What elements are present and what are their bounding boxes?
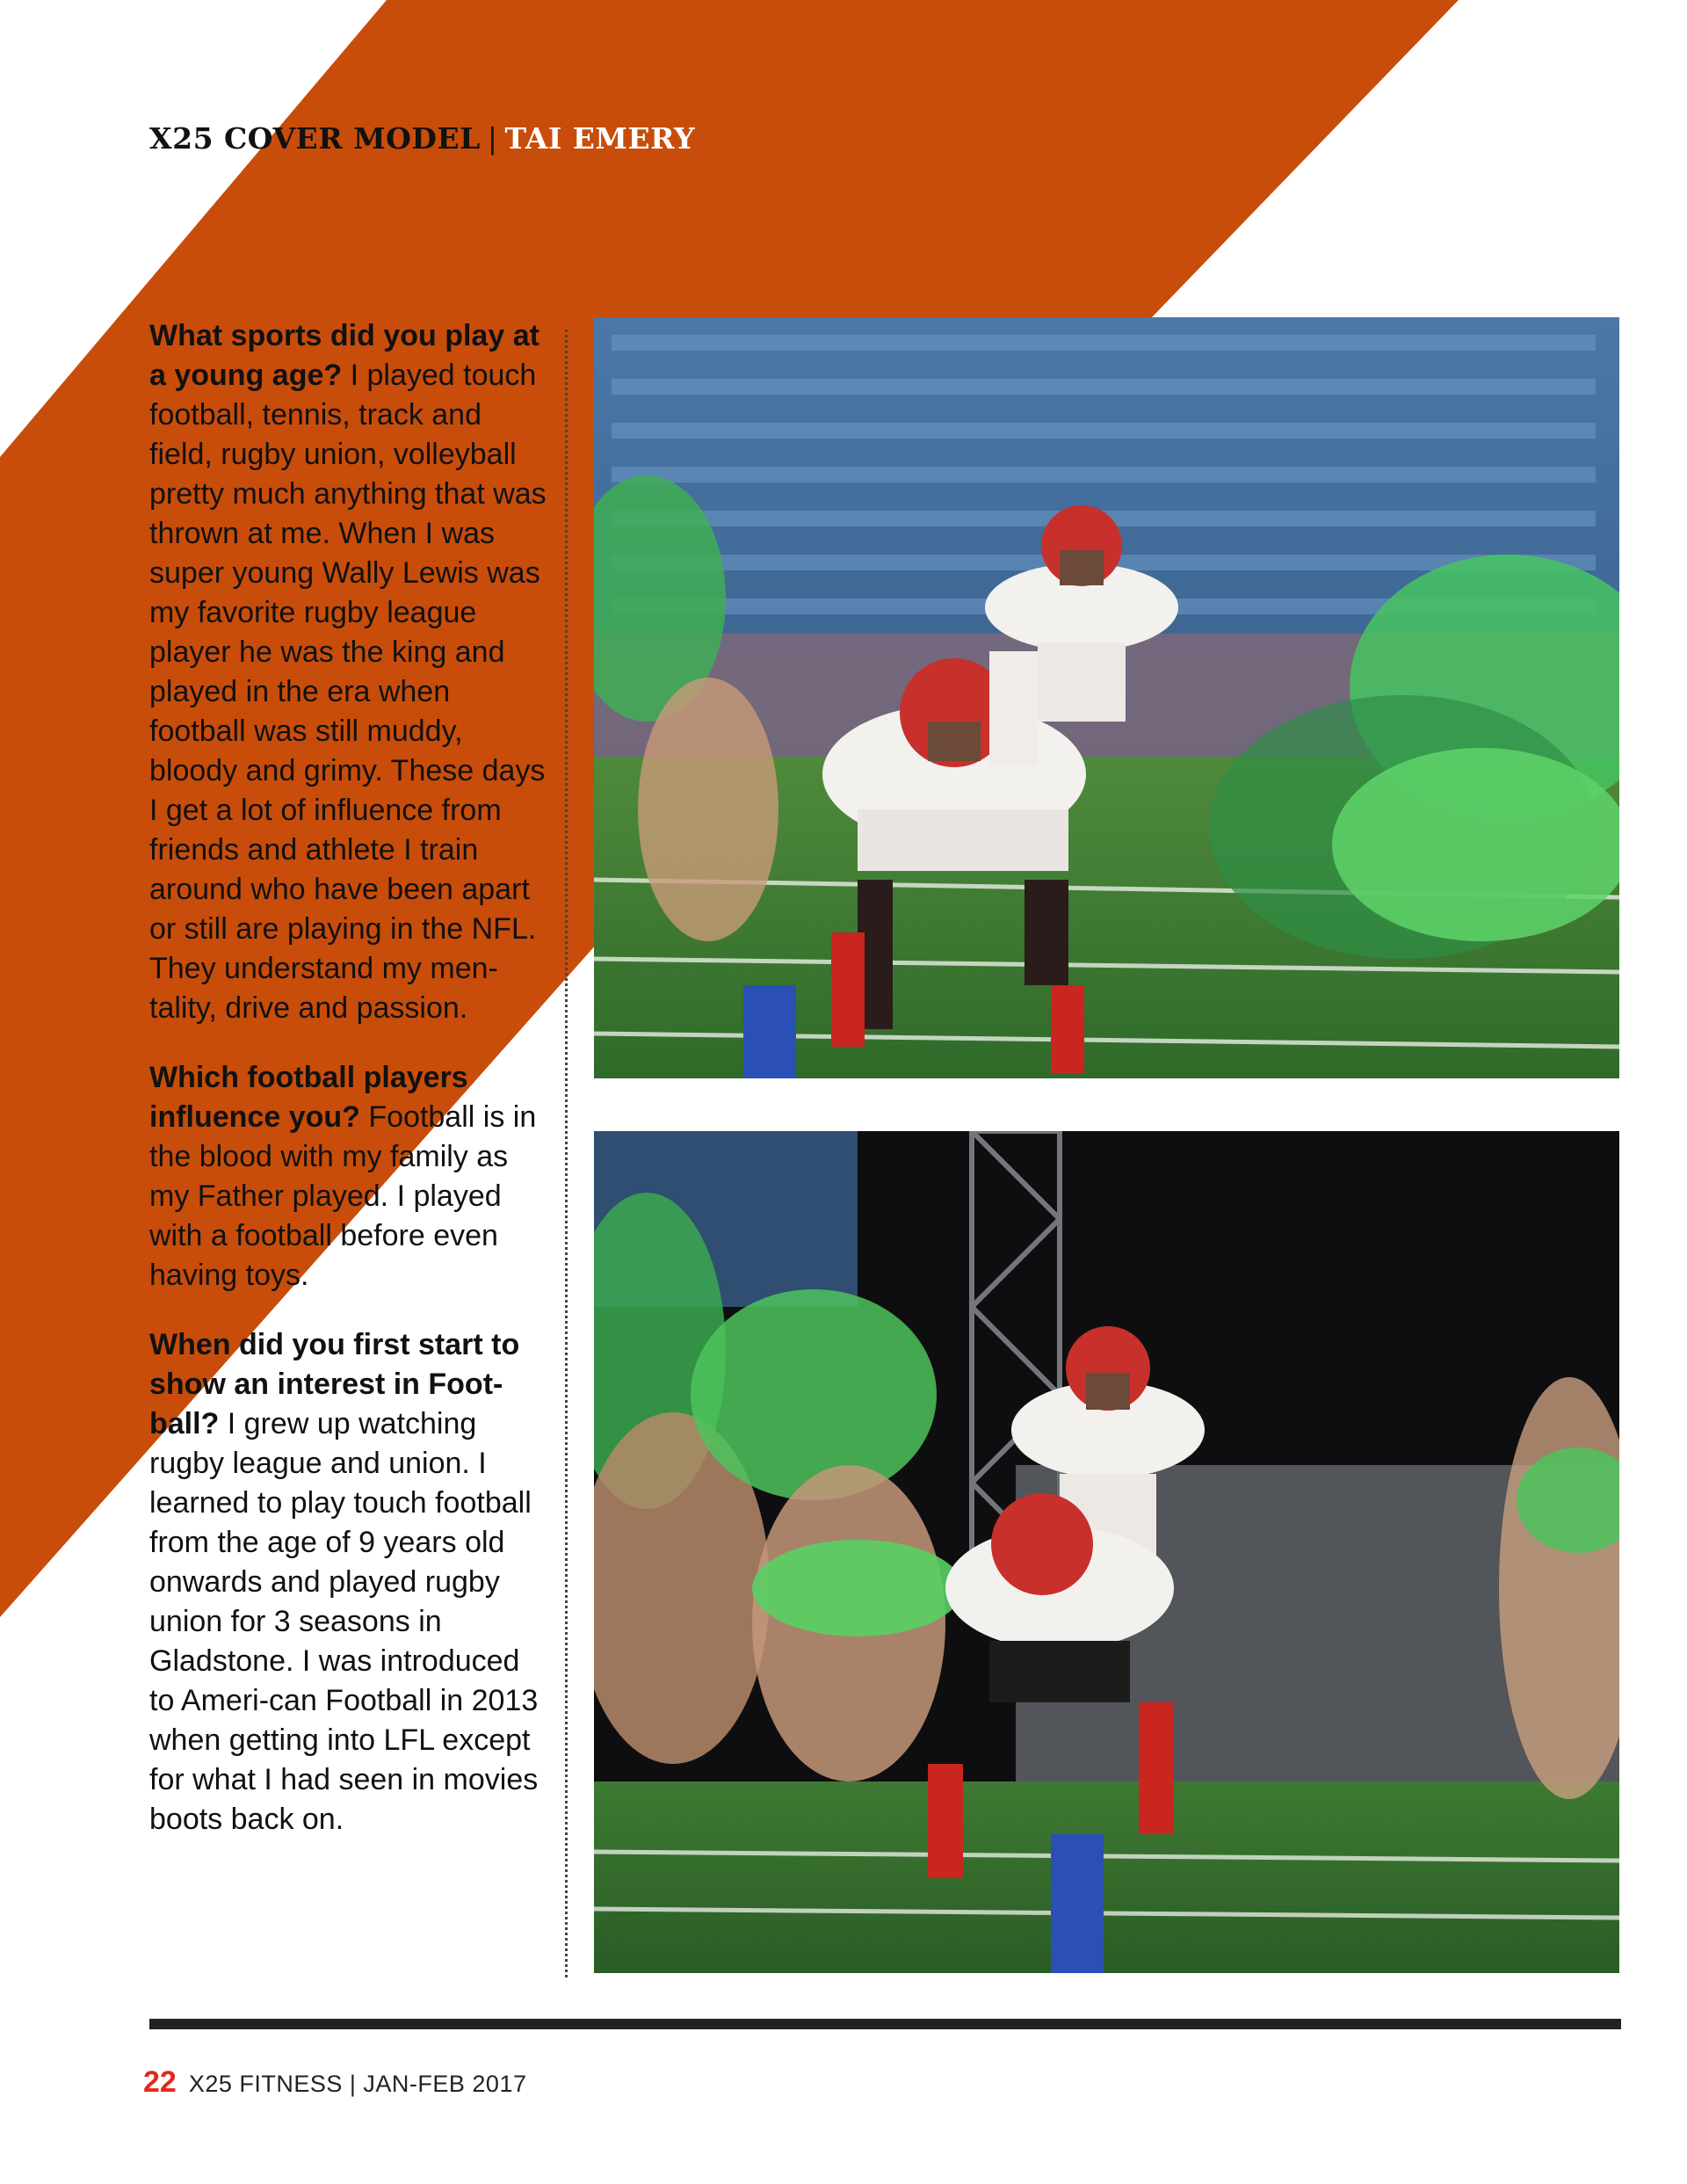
model-name: TAI EMERY bbox=[504, 121, 696, 156]
column-divider bbox=[565, 330, 568, 1977]
football-photo-bottom bbox=[594, 1131, 1619, 1973]
answer-text: Football is in the blood with my family as my Father played. I played with a football before even having toys. bbox=[149, 1100, 537, 1292]
answer-text: I grew up watching rugby league and union. I learned to play touch football from the age of 9 years old onwards and played rugby union for 3 seasons in Gladstone. I was introduced to Ameri-can Football in 2013 when getting into LFL except for what I had seen in movies boots back on. bbox=[149, 1407, 539, 1836]
interview-column bbox=[149, 316, 549, 1869]
page-footer bbox=[143, 2065, 526, 2100]
page-number: 22 bbox=[143, 2065, 177, 2099]
qa-block bbox=[149, 316, 549, 1028]
page-header bbox=[149, 121, 695, 156]
question-text: When did you first start to show an interest in Foot-ball? bbox=[149, 1328, 520, 1440]
header-separator: | bbox=[487, 121, 498, 156]
footer-rule bbox=[149, 2019, 1621, 2029]
qa-block bbox=[149, 1058, 549, 1295]
section-label: X25 COVER MODEL bbox=[149, 121, 481, 156]
publication-info: X25 FITNESS | JAN-FEB 2017 bbox=[188, 2071, 527, 2097]
answer-text: I played touch football, tennis, track and field, rugby union, volleyball pretty much anything that was thrown at me. When I was super young Wally Lewis was my favorite rugby league player he was the king and played in the era when football was still muddy, bloody and grimy. These days I get a lot of influence from friends and athlete I train around who have been apart or still are playing in the NFL. They understand my men-tality, drive and passion. bbox=[149, 359, 547, 1025]
question-text: What sports did you play at a young age? bbox=[149, 319, 539, 392]
football-photo-top bbox=[594, 317, 1619, 1078]
qa-block bbox=[149, 1325, 549, 1839]
question-text: Which football players influence you? bbox=[149, 1061, 468, 1134]
